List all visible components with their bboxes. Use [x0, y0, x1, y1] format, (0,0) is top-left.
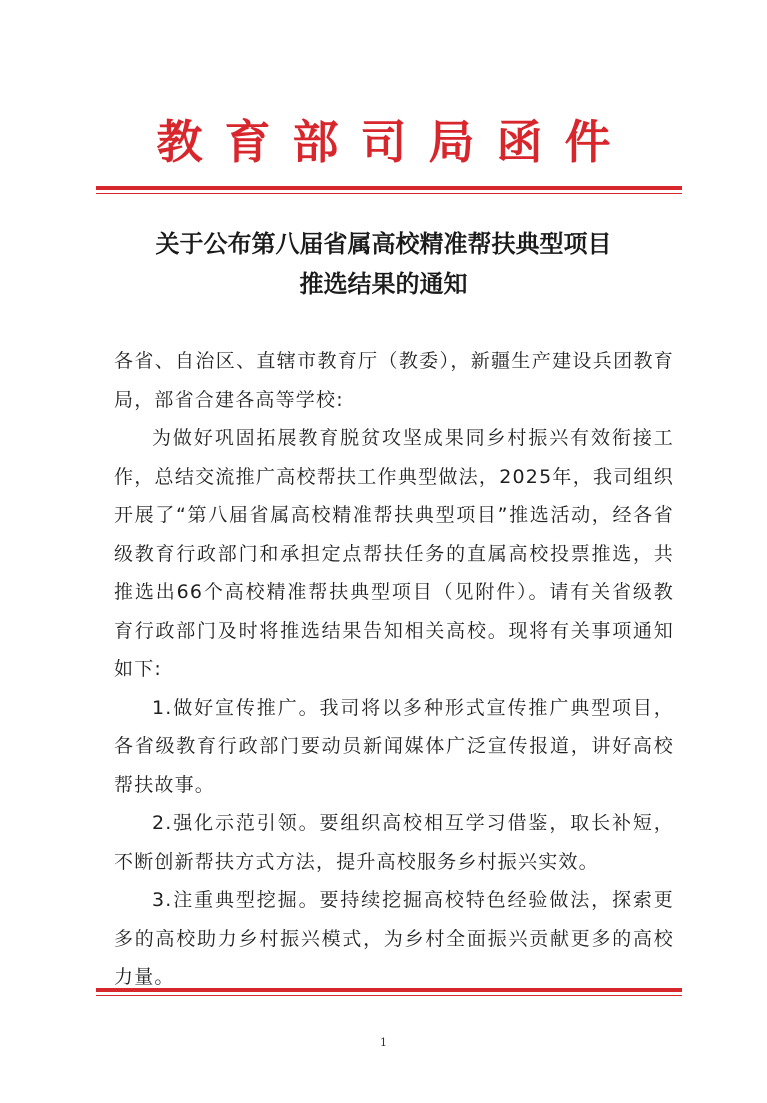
body-paragraph-item-2: 2.强化示范引领。要组织高校相互学习借鉴，取长补短，不断创新帮扶方式方法，提升高校服务乡村振兴实效。	[114, 812, 674, 873]
salutation: 各省、自治区、直辖市教育厅（教委），新疆生产建设兵团教育局，部省合建各高等学校:	[114, 350, 674, 411]
footer-divider	[96, 988, 682, 996]
document-title-line-1: 关于公布第八届省属高校精准帮扶典型项目	[155, 229, 612, 258]
divider-thin-line	[96, 995, 682, 996]
document-title-line-2: 推选结果的通知	[299, 269, 468, 298]
divider-thin-line	[96, 193, 682, 194]
letterhead-divider-top	[96, 186, 682, 194]
body-paragraph-item-3: 3.注重典型挖掘。要持续挖掘高校特色经验做法，探索更多的高校助力乡村振兴模式，为乡村全面振兴贡献更多的高校力量。	[114, 889, 674, 988]
letterhead-title: 教育部司局函件	[156, 115, 633, 169]
document-body	[114, 342, 674, 997]
page-number: 1	[380, 1036, 387, 1049]
divider-thick-line	[96, 988, 682, 992]
body-paragraph-intro: 为做好巩固拓展教育脱贫攻坚成果同乡村振兴有效衔接工作，总结交流推广高校帮扶工作典型做法，2025年，我司组织开展了“第八届省属高校精准帮扶典型项目”推选活动，经各省级教育行政部门和承担定点帮扶任务的直属高校投票推选，共推选出66个高校精准帮扶典型项目（见附件）。请有关省级教育行政部门及时将推选结果告知相关高校。现将有关事项通知如下:	[114, 427, 674, 680]
body-paragraph-item-1: 1.做好宣传推广。我司将以多种形式宣传推广典型项目，各省级教育行政部门要动员新闻媒体广泛宣传报道，讲好高校帮扶故事。	[114, 696, 674, 796]
divider-thick-line	[96, 186, 682, 190]
